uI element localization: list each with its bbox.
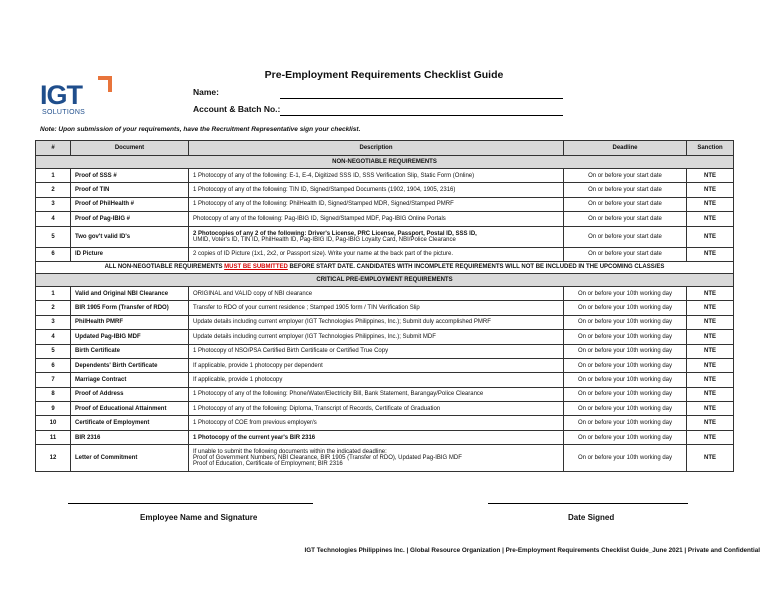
logo-brand: IGT — [40, 80, 82, 110]
table-row — [36, 226, 734, 247]
row-sanction: NTE — [687, 358, 734, 372]
row-sanction: NTE — [687, 286, 734, 300]
row-num: 1 — [36, 169, 71, 183]
row-num: 1 — [36, 286, 71, 300]
row-num: 4 — [36, 330, 71, 344]
table-row — [36, 247, 734, 261]
table-row — [36, 315, 734, 329]
table-row — [36, 330, 734, 344]
note-text: Note: Upon submission of your requirements, have the Recruitment Representative sign your checklist. — [40, 126, 361, 133]
row-sanction: NTE — [687, 430, 734, 444]
row-sanction: NTE — [687, 373, 734, 387]
row-description: 1 Photocopy of NSO/PSA Certified Birth Certificate or Certified True Copy — [189, 344, 564, 358]
col-description: Description — [189, 141, 564, 156]
warning-text: ALL NON-NEGOTIABLE REQUIREMENTS — [104, 264, 225, 271]
row-num: 7 — [36, 373, 71, 387]
row-description: 1 Photocopy of any of the following: E-1, E-4, Digitized SSS ID, SSS Verification Slip, Static Form (Online) — [189, 169, 564, 183]
row-description: 1 Photocopy of COE from previous employer/s — [189, 416, 564, 430]
row-description: If applicable, provide 1 photocopy — [189, 373, 564, 387]
row-sanction: NTE — [687, 416, 734, 430]
table-row — [36, 402, 734, 416]
row-description: 1 Photocopy of any of the following: Diploma, Transcript of Records, Certificate of Graduation — [189, 402, 564, 416]
row-description-line: If unable to submit the following documents within the indicated deadline: — [193, 449, 387, 456]
row-sanction: NTE — [687, 445, 734, 472]
row-deadline: On or before your 10th working day — [564, 315, 687, 329]
warning-banner — [36, 261, 734, 273]
row-description: ORIGINAL and VALID copy of NBI clearance — [189, 286, 564, 300]
row-document: Proof of SSS # — [71, 169, 189, 183]
checklist-table — [35, 140, 734, 472]
row-deadline: On or before your 10th working day — [564, 330, 687, 344]
row-sanction: NTE — [687, 197, 734, 211]
col-document: Document — [71, 141, 189, 156]
row-sanction: NTE — [687, 330, 734, 344]
row-deadline: On or before your 10th working day — [564, 344, 687, 358]
row-description: 1 Photocopy of any of the following: PhilHealth ID, Signed/Stamped MDR, Signed/Stamped PMRF — [189, 197, 564, 211]
row-num: 6 — [36, 247, 71, 261]
row-document: Proof of Educational Attainment — [71, 402, 189, 416]
warning-emphasis: MUST BE SUBMITTED — [224, 264, 288, 271]
row-sanction: NTE — [687, 169, 734, 183]
footer-text: IGT Technologies Philippines Inc. | Global Resource Organization | Pre-Employment Requirements Checklist Guide_June 2021 | Private and Confidential — [304, 547, 760, 554]
name-field[interactable] — [280, 98, 563, 99]
table-row — [36, 430, 734, 444]
row-num: 6 — [36, 358, 71, 372]
row-sanction: NTE — [687, 344, 734, 358]
row-description — [189, 445, 564, 472]
row-document: ID Picture — [71, 247, 189, 261]
row-sanction: NTE — [687, 183, 734, 197]
row-num: 8 — [36, 387, 71, 401]
row-sanction: NTE — [687, 226, 734, 247]
row-num: 2 — [36, 301, 71, 315]
date-signed-label: Date Signed — [568, 513, 615, 522]
row-deadline: On or before your 10th working day — [564, 402, 687, 416]
row-description-line: Proof of Education, Certificate of Employment; BIR 2316 — [193, 461, 343, 468]
row-deadline: On or before your start date — [564, 197, 687, 211]
row-num: 3 — [36, 315, 71, 329]
row-document: Proof of PhilHealth # — [71, 197, 189, 211]
row-sanction: NTE — [687, 212, 734, 226]
row-description: Transfer to RDO of your current residence ; Stamped 1905 form / TIN Verification Slip — [189, 301, 564, 315]
row-deadline: On or before your start date — [564, 212, 687, 226]
row-num: 2 — [36, 183, 71, 197]
name-label: Name: — [193, 87, 219, 97]
row-document: BIR 1905 Form (Transfer of RDO) — [71, 301, 189, 315]
row-description: Update details including current employer (IGT Technologies Philippines, Inc.); Submit MDF — [189, 330, 564, 344]
date-signed-line[interactable] — [488, 503, 688, 504]
row-sanction: NTE — [687, 315, 734, 329]
row-document: Updated Pag-IBIG MDF — [71, 330, 189, 344]
row-deadline: On or before your 10th working day — [564, 430, 687, 444]
table-row — [36, 445, 734, 472]
row-description-line: Proof of Government Numbers, NBI Clearance, BIR 1905 (Transfer of RDO), Updated Pag-IBIG MDF — [193, 455, 462, 462]
table-row — [36, 344, 734, 358]
row-sanction: NTE — [687, 301, 734, 315]
account-label: Account & Batch No.: — [193, 104, 281, 114]
row-deadline: On or before your 10th working day — [564, 387, 687, 401]
row-document: Two gov't valid ID's — [71, 226, 189, 247]
row-description: 1 Photocopy of any of the following: Phone/Water/Electricity Bill, Bank Statement, Barangay/Police Clearance — [189, 387, 564, 401]
col-sanction: Sanction — [687, 141, 734, 156]
section-title-critical: CRITICAL PRE-EMPLOYMENT REQUIREMENTS — [36, 273, 734, 286]
table-row — [36, 286, 734, 300]
row-deadline: On or before your 10th working day — [564, 286, 687, 300]
row-deadline: On or before your start date — [564, 226, 687, 247]
row-deadline: On or before your 10th working day — [564, 445, 687, 472]
employee-signature-line[interactable] — [68, 503, 313, 504]
row-description: 1 Photocopy of the current year's BIR 2316 — [189, 430, 564, 444]
employee-signature-label: Employee Name and Signature — [140, 513, 258, 522]
row-description: 1 Photocopy of any of the following: TIN ID, Signed/Stamped Documents (1902, 1904, 1905, 2316) — [189, 183, 564, 197]
table-row — [36, 373, 734, 387]
row-deadline: On or before your 10th working day — [564, 416, 687, 430]
row-num: 10 — [36, 416, 71, 430]
row-description — [189, 226, 564, 247]
warning-text: BEFORE START DATE. CANDIDATES WITH INCOMPLETE REQUIREMENTS WILL NOT BE INCLUDED IN THE UPCOMING CLASS/ES — [287, 264, 665, 271]
row-document: PhilHealth PMRF — [71, 315, 189, 329]
row-deadline: On or before your 10th working day — [564, 373, 687, 387]
row-num: 12 — [36, 445, 71, 472]
row-num: 5 — [36, 344, 71, 358]
row-sanction: NTE — [687, 387, 734, 401]
row-description: 2 copies of ID Picture (1x1, 2x2, or Passport size). Write your name at the back part of the picture. — [189, 247, 564, 261]
row-document: Certificate of Employment — [71, 416, 189, 430]
row-num: 9 — [36, 402, 71, 416]
row-description: If applicable, provide 1 photocopy per dependent — [189, 358, 564, 372]
row-deadline: On or before your start date — [564, 183, 687, 197]
row-document: Proof of Pag-IBIG # — [71, 212, 189, 226]
row-sanction: NTE — [687, 247, 734, 261]
table-row — [36, 169, 734, 183]
table-row — [36, 197, 734, 211]
row-num: 5 — [36, 226, 71, 247]
col-deadline: Deadline — [564, 141, 687, 156]
row-document: Dependents' Birth Certificate — [71, 358, 189, 372]
row-document: Marriage Contract — [71, 373, 189, 387]
logo-sub: SOLUTIONS — [42, 109, 86, 116]
table-row — [36, 183, 734, 197]
table-row — [36, 416, 734, 430]
row-deadline: On or before your start date — [564, 169, 687, 183]
row-document: Valid and Original NBI Clearance — [71, 286, 189, 300]
row-description-line: 2 Photocopies of any 2 of the following: Driver's License, PRC License, Passport, Postal ID, SSS ID, — [193, 230, 477, 237]
row-deadline: On or before your start date — [564, 247, 687, 261]
page-title: Pre-Employment Requirements Checklist Guide — [264, 69, 504, 81]
row-num: 4 — [36, 212, 71, 226]
table-header — [36, 141, 734, 156]
row-num: 3 — [36, 197, 71, 211]
row-document: Letter of Commitment — [71, 445, 189, 472]
row-document: Proof of Address — [71, 387, 189, 401]
row-deadline: On or before your 10th working day — [564, 301, 687, 315]
row-description: Photocopy of any of the following: Pag-IBIG ID, Signed/Stamped MDF, Pag-IBIG Online Portals — [189, 212, 564, 226]
table-row — [36, 212, 734, 226]
row-document: BIR 2316 — [71, 430, 189, 444]
section-title-non-negotiable: NON-NEGOTIABLE REQUIREMENTS — [36, 156, 734, 169]
row-document: Proof of TIN — [71, 183, 189, 197]
table-row — [36, 358, 734, 372]
row-description: Update details including current employer (IGT Technologies Philippines, Inc.); Submit duly accomplished PMRF — [189, 315, 564, 329]
table-row — [36, 301, 734, 315]
row-num: 11 — [36, 430, 71, 444]
row-deadline: On or before your 10th working day — [564, 358, 687, 372]
col-num: # — [36, 141, 71, 156]
row-description-line: UMID, Voter's ID, TIN ID, PhilHealth ID, Pag-IBIG ID, Pag-IBIG Loyalty Card, NBI/Police Clearance — [193, 236, 456, 243]
account-field[interactable] — [280, 115, 563, 116]
row-sanction: NTE — [687, 402, 734, 416]
table-row — [36, 387, 734, 401]
row-document: Birth Certificate — [71, 344, 189, 358]
